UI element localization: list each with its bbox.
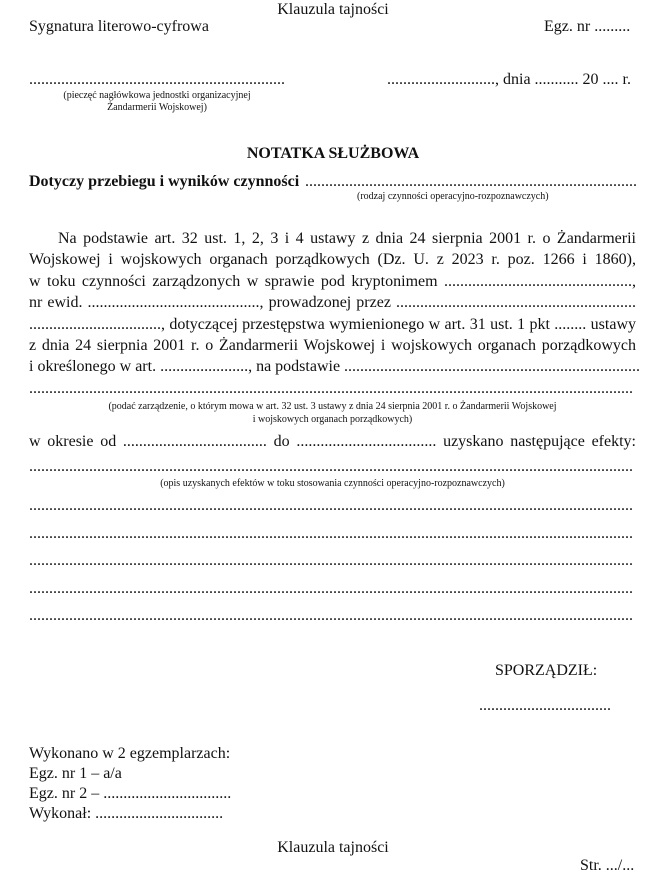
effects-line-4: .......................................................................................................................................................: [29, 580, 633, 597]
copy-1: Egz. nr 1 – a/a: [29, 765, 122, 782]
period-line: w okresie od .................................... do ................................... uzyskano następujące efekty:: [29, 433, 636, 450]
effects-line-1: .......................................................................................................................................................: [29, 497, 633, 514]
body-line-2: Wojskowej i wojskowych organach porządkowych (Dz. U. z 2023 r. poz. 1266 i 1860),: [29, 251, 636, 268]
subject-caption: (rodzaj czynności operacyjno-rozpoznawczych): [357, 191, 549, 202]
signature-dots: .................................: [479, 697, 611, 714]
effects-line-5: .......................................................................................................................................................: [29, 607, 633, 624]
order-dots: .......................................................................................................................................................: [29, 380, 633, 397]
effects-line-2: .......................................................................................................................................................: [29, 525, 633, 542]
place-date-line: ..........................., dnia ........... 20 .... r.: [387, 71, 631, 88]
effects-dots: .......................................................................................................................................................: [29, 458, 633, 475]
subject-label: Dotyczy przebiegu i wyników czynności: [29, 173, 300, 190]
document-title: NOTATKA SŁUŻBOWA: [246, 145, 420, 162]
classification-header: Klauzula tajności: [277, 1, 389, 18]
copy-number: Egz. nr .........: [544, 18, 631, 35]
stamp-dots: ................................................................: [29, 71, 285, 88]
effects-caption: (opis uzyskanych efektów w toku stosowania czynności operacyjno-rozpoznawczych): [160, 478, 505, 489]
order-caption-1: (podać zarządzenie, o którym mowa w art. 32 ust. 3 ustawy z dnia 24 sierpnia 2001 r. o Żandarmerii Wojskowej: [108, 401, 557, 412]
prepared-by-label: SPORZĄDZIŁ:: [495, 662, 598, 679]
effects-line-3: .......................................................................................................................................................: [29, 552, 633, 569]
body-line-1: Na podstawie art. 32 ust. 1, 2, 3 i 4 ustawy z dnia 24 sierpnia 2001 r. o Żandarmerii: [58, 230, 636, 247]
stamp-caption-1: (pieczęć nagłówkowa jednostki organizacyjnej: [63, 90, 251, 101]
signature-label: Sygnatura literowo-cyfrowa: [29, 18, 209, 35]
classification-footer: Klauzula tajności: [277, 839, 389, 856]
page-number: Str. .../...: [580, 857, 635, 874]
copies-made: Wykonano w 2 egzemplarzach:: [29, 745, 231, 762]
stamp-caption-2: Żandarmerii Wojskowej): [107, 102, 207, 113]
copy-2: Egz. nr 2 – ................................: [29, 785, 232, 802]
body-line-7: i określonego w art. ......................, na podstawie ..........................................................................: [29, 358, 641, 375]
order-caption-2: i wojskowych organach porządkowych): [252, 414, 413, 425]
body-line-5: ................................., dotyczącej przestępstwa wymienionego w art. 31 ust. 1 pkt ........ ustawy: [29, 316, 636, 333]
body-line-3: w toku czynności zarządzonych w sprawie pod kryptonimem ...............................................,: [29, 273, 636, 290]
body-line-4: nr ewid. ..........................................., prowadzonej przez ............................................................: [29, 294, 636, 311]
subject-dots: ...................................................................................: [305, 173, 637, 190]
body-line-6: z dnia 24 sierpnia 2001 r. o Żandarmerii Wojskowej i wojskowych organach porządkowych: [29, 337, 636, 354]
executed-by: Wykonał: ................................: [29, 805, 224, 822]
